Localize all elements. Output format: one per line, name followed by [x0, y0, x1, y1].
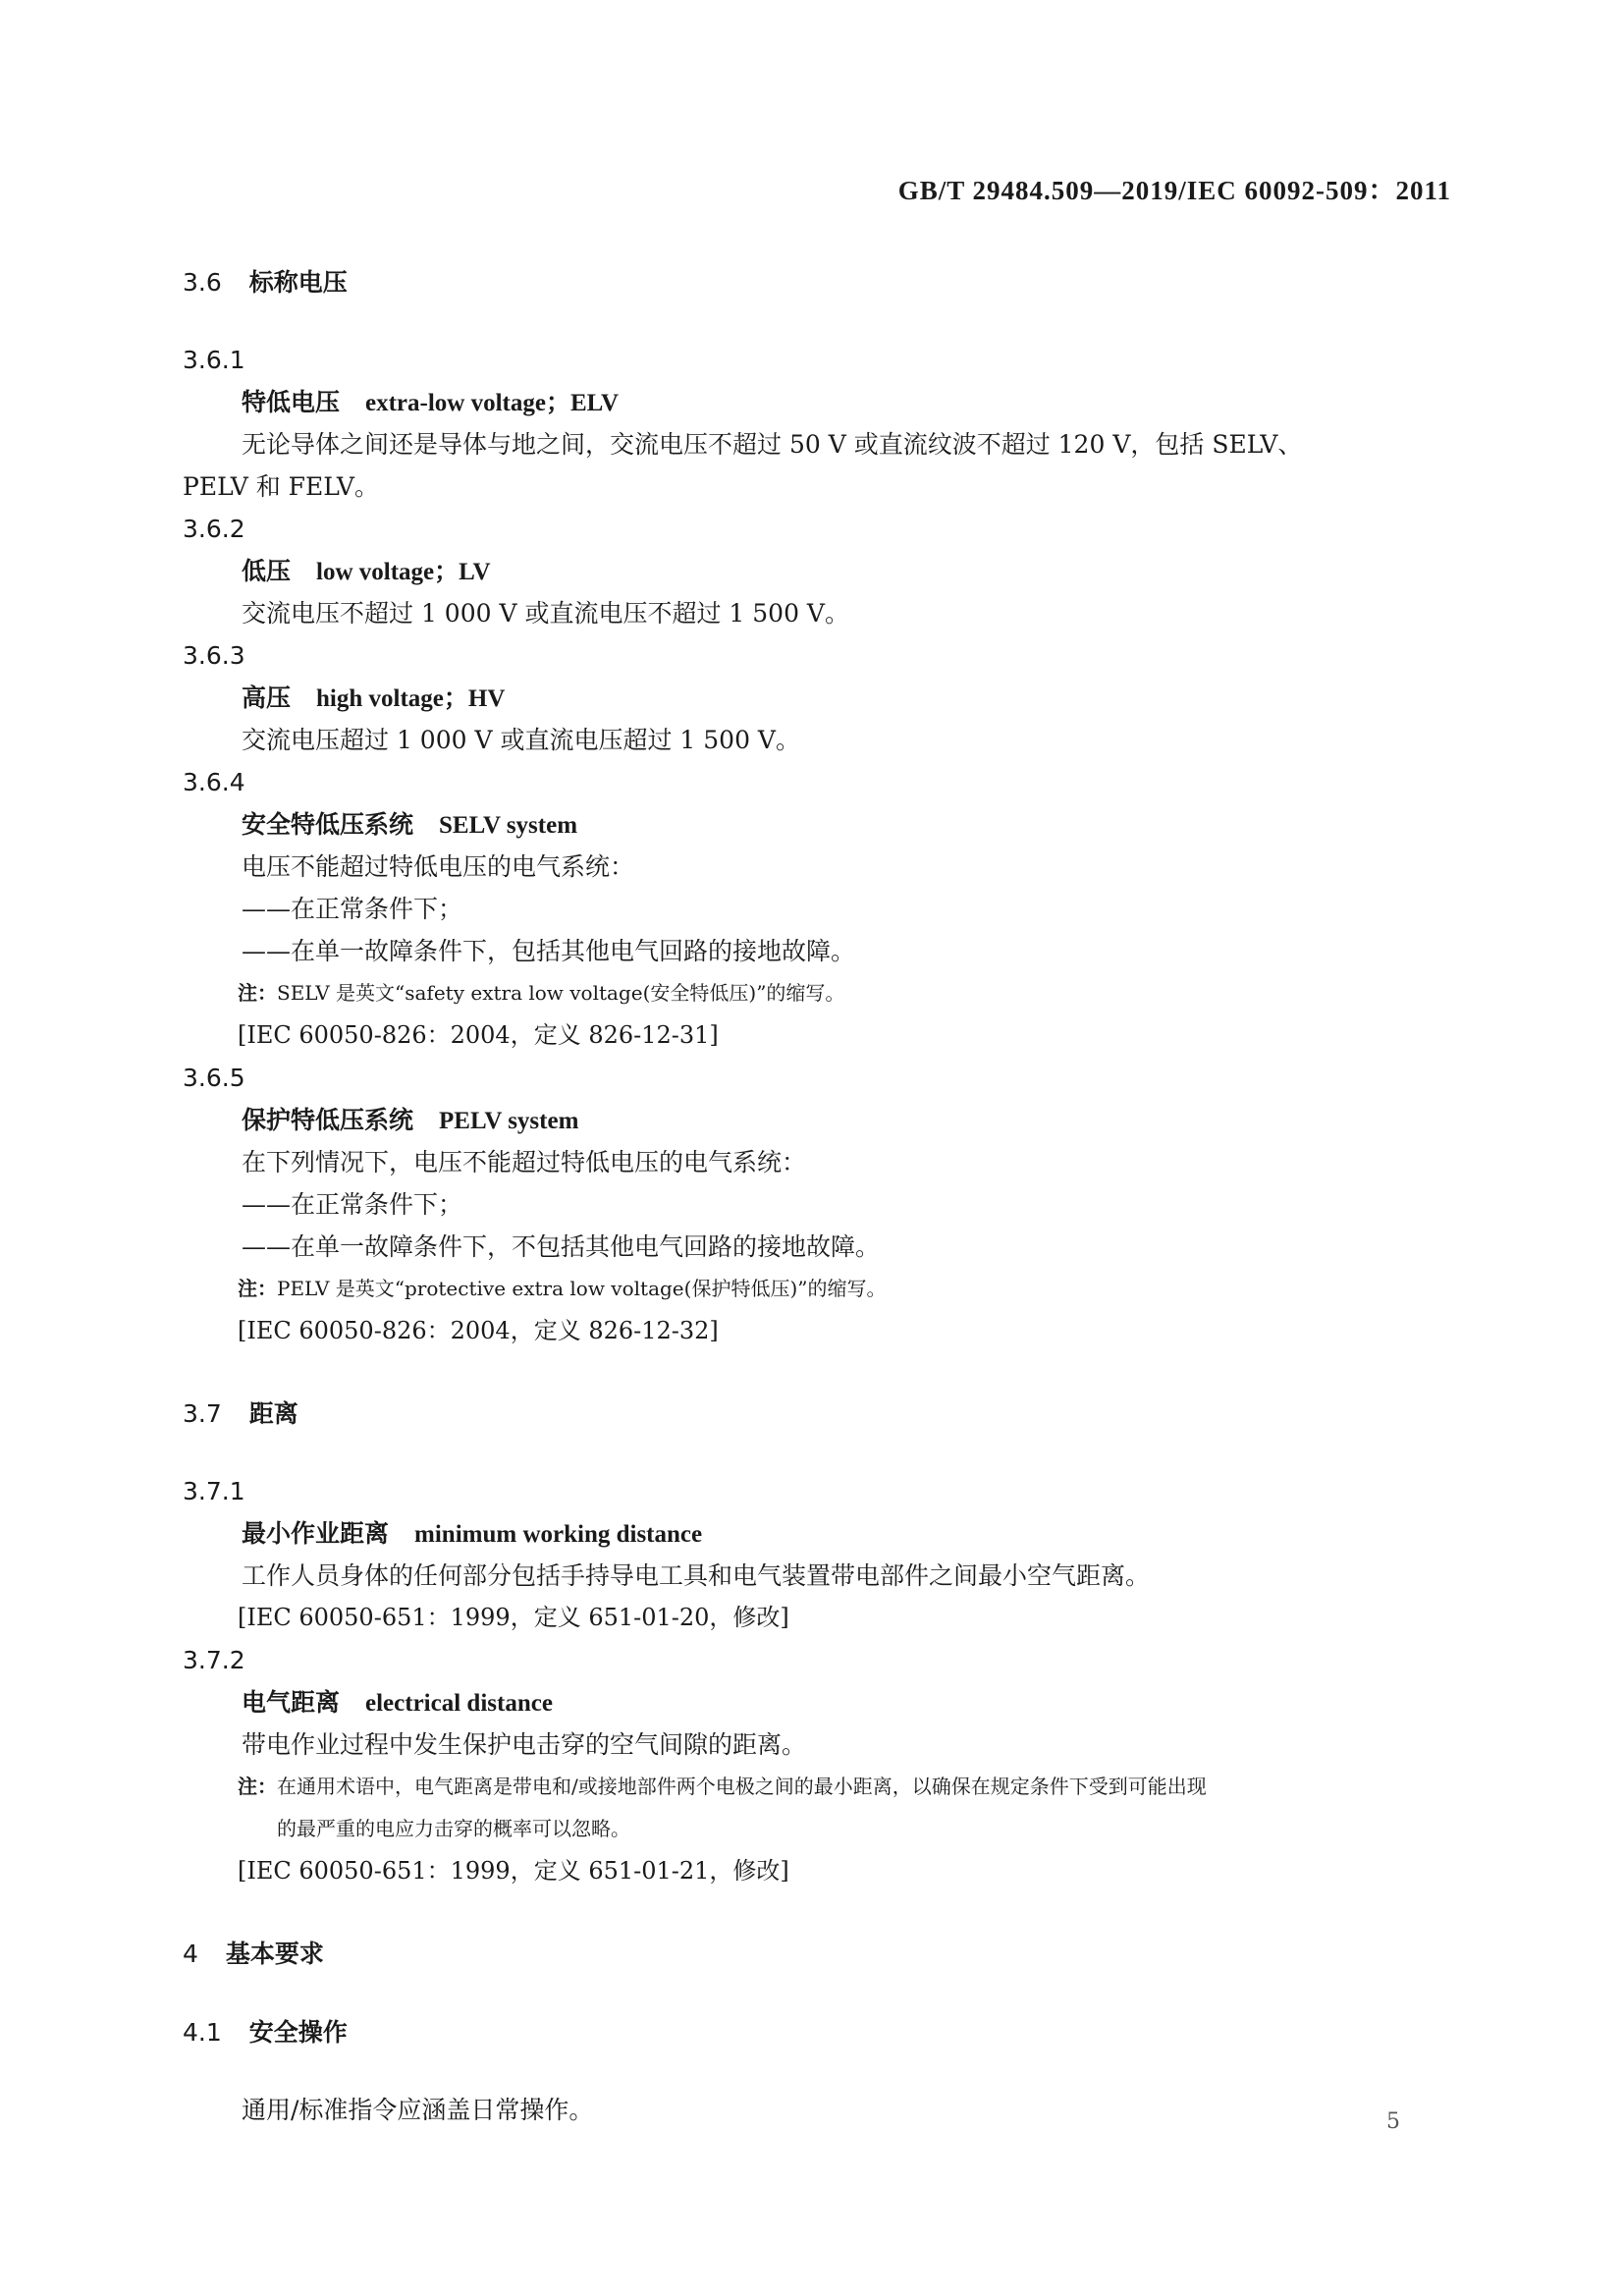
note-label: 注：	[238, 1775, 277, 1798]
term-3-6-1	[242, 381, 1459, 423]
term-en: extra-low voltage；ELV	[365, 390, 620, 416]
list-item: ——在单一故障条件下，包括其他电气回路的接地故障。	[242, 937, 856, 965]
section-3-6-heading	[183, 260, 1459, 305]
list-item: ——在正常条件下；	[242, 1190, 463, 1219]
term-zh: 电气距离	[242, 1688, 341, 1717]
note-text: 在通用术语中，电气距离是带电和/或接地部件两个电极之间的最小距离，以确保在规定条件下受到可能出现	[277, 1775, 1207, 1798]
term-zh: 最小作业距离	[242, 1519, 390, 1548]
source-reference-3-7-2: [IEC 60050-651：1999，定义 651-01-21，修改]	[238, 1857, 789, 1885]
note-label: 注：	[238, 1277, 277, 1300]
source-reference-3-6-4: [IEC 60050-826：2004，定义 826-12-31]	[238, 1021, 719, 1049]
section-number: 3.7	[183, 1399, 222, 1428]
term-en: PELV system	[439, 1108, 579, 1134]
term-3-7-1	[242, 1512, 1459, 1555]
list-item: ——在单一故障条件下，不包括其他电气回路的接地故障。	[242, 1232, 881, 1261]
section-number: 3.6	[183, 268, 222, 297]
term-number-3-6-1: 3.6.1	[183, 346, 245, 374]
source-reference-3-7-1: [IEC 60050-651：1999，定义 651-01-20，修改]	[238, 1604, 789, 1631]
section-4-heading	[183, 1932, 1459, 1977]
term-number-3-7-1: 3.7.1	[183, 1477, 245, 1505]
term-number-3-6-2: 3.6.2	[183, 515, 245, 543]
note-3-6-4	[238, 972, 1459, 1014]
document-header: GB/T 29484.509—2019/IEC 60092-509：2011	[897, 176, 1451, 205]
term-number-3-7-2: 3.7.2	[183, 1646, 245, 1674]
term-en: high voltage；HV	[316, 685, 506, 712]
note-3-6-5	[238, 1268, 1459, 1310]
page-content	[183, 260, 1459, 2131]
term-3-6-4	[242, 803, 1459, 846]
note-text: PELV 是英文“protective extra low voltage(保护特低压)”的缩写。	[277, 1277, 887, 1300]
term-3-7-2	[242, 1681, 1459, 1723]
section-4-1-body: 通用/标准指令应涵盖日常操作。	[242, 2096, 594, 2124]
section-number: 4	[183, 1940, 198, 1968]
term-zh: 安全特低压系统	[242, 810, 414, 839]
term-3-6-5	[242, 1099, 1459, 1141]
note-3-7-2-line1	[238, 1766, 1459, 1808]
note-label: 注：	[238, 981, 277, 1005]
list-item: ——在正常条件下；	[242, 895, 463, 923]
term-zh: 低压	[242, 557, 292, 585]
definition-3-7-2: 带电作业过程中发生保护电击穿的空气间隙的距离。	[242, 1730, 807, 1759]
term-3-6-3	[242, 677, 1459, 719]
term-number-3-6-5: 3.6.5	[183, 1064, 245, 1092]
section-title: 标称电压	[248, 268, 348, 297]
term-en: low voltage；LV	[316, 559, 491, 585]
section-number: 4.1	[183, 2018, 222, 2047]
section-3-7-heading	[183, 1392, 1459, 1437]
definition-3-6-4: 电压不能超过特低电压的电气系统：	[242, 852, 635, 881]
term-zh: 保护特低压系统	[242, 1106, 414, 1134]
definition-3-6-3: 交流电压超过 1 000 V 或直流电压超过 1 500 V。	[242, 726, 800, 754]
definition-3-6-2: 交流电压不超过 1 000 V 或直流电压不超过 1 500 V。	[242, 599, 849, 628]
term-en: electrical distance	[365, 1690, 553, 1717]
term-en: SELV system	[439, 812, 578, 839]
term-zh: 特低电压	[242, 388, 341, 416]
term-zh: 高压	[242, 683, 292, 712]
page-number: 5	[1386, 2109, 1400, 2134]
section-title: 距离	[248, 1399, 298, 1428]
section-4-1-heading	[183, 2010, 1459, 2055]
source-reference-3-6-5: [IEC 60050-826：2004，定义 826-12-32]	[238, 1317, 719, 1344]
section-title: 基本要求	[225, 1940, 324, 1968]
term-3-6-2	[242, 550, 1459, 592]
term-number-3-6-3: 3.6.3	[183, 641, 245, 670]
note-3-7-2-line2: 的最严重的电应力击穿的概率可以忽略。	[277, 1817, 630, 1840]
note-text: SELV 是英文“safety extra low voltage(安全特低压)”的缩写。	[277, 981, 845, 1005]
definition-3-7-1: 工作人员身体的任何部分包括手持导电工具和电气装置带电部件之间最小空气距离。	[242, 1561, 1151, 1590]
term-en: minimum working distance	[414, 1521, 703, 1548]
definition-3-6-5: 在下列情况下，电压不能超过特低电压的电气系统：	[242, 1148, 807, 1176]
definition-3-6-1-line1: 无论导体之间还是导体与地之间，交流电压不超过 50 V 或直流纹波不超过 120 V，包括 SELV、	[242, 430, 1303, 459]
definition-3-6-1-line2: PELV 和 FELV。	[183, 472, 379, 501]
section-title: 安全操作	[248, 2018, 348, 2047]
term-number-3-6-4: 3.6.4	[183, 768, 245, 796]
